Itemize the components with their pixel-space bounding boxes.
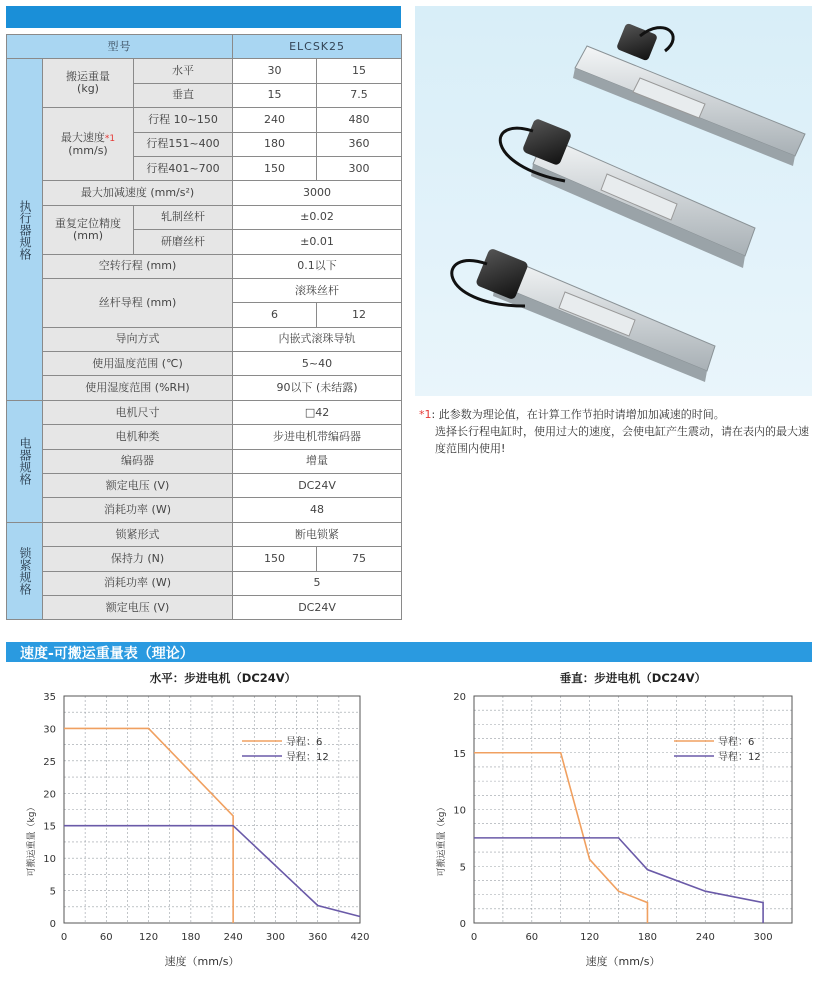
speed-2b: 360 xyxy=(317,132,402,156)
table-row xyxy=(7,449,402,473)
group-actuator: 执行器规格 xyxy=(7,59,43,400)
chart-2-title: 垂直：步进电机（DC24V） xyxy=(559,671,707,685)
x-tick-label: 120 xyxy=(580,932,600,943)
lock-type-label: 锁紧形式 xyxy=(43,522,233,546)
y-tick-label: 35 xyxy=(43,692,56,703)
table-row xyxy=(7,595,402,619)
y-tick-label: 15 xyxy=(453,748,466,760)
actuator-illustration xyxy=(415,6,812,396)
repeat-rolled-value: ±0.02 xyxy=(233,205,402,229)
y-tick-label: 5 xyxy=(49,886,56,898)
speed-stroke-1: 行程 10~150 xyxy=(134,108,233,132)
legend-label: 导程：6 xyxy=(718,737,755,748)
humidity-label: 使用湿度范围 (%RH) xyxy=(43,376,233,400)
lead-type: 滚珠丝杆 xyxy=(233,278,402,302)
lead-b: 12 xyxy=(317,303,402,327)
actuator-3 xyxy=(452,248,715,382)
table-row xyxy=(7,205,402,229)
motor-size-value: □42 xyxy=(233,400,402,424)
footnote-line-2: 选择长行程电缸时，使用过大的速度，会使电缸产生震动，请在表内的最大速度范围内使用! xyxy=(435,425,809,455)
load-h1: 30 xyxy=(233,59,317,83)
load-h2: 15 xyxy=(317,59,402,83)
speed-stroke-3: 行程401~700 xyxy=(134,156,233,180)
table-row xyxy=(7,254,402,278)
x-tick-label: 180 xyxy=(637,932,658,943)
x-tick-label: 300 xyxy=(753,932,773,943)
speed-label: 最大速度*1 (mm/s) xyxy=(43,108,134,181)
table-row xyxy=(7,35,402,59)
guide-value: 内嵌式滚珠导轨 xyxy=(233,327,402,351)
load-label: 搬运重量 (kg) xyxy=(43,59,134,108)
motor-size-label: 电机尺寸 xyxy=(43,400,233,424)
humidity-value: 90以下 (未结露) xyxy=(233,376,402,400)
actuator-2 xyxy=(500,118,755,268)
y-tick-label: 10 xyxy=(43,854,56,866)
legend-label: 导程：12 xyxy=(286,752,329,763)
speed-1b: 480 xyxy=(317,108,402,132)
repeat-ground-value: ±0.01 xyxy=(233,230,402,254)
x-tick-label: 300 xyxy=(265,932,285,943)
y-tick-label: 0 xyxy=(459,919,466,930)
backlash-label: 空转行程 (mm) xyxy=(43,254,233,278)
model-label: 型号 xyxy=(7,35,233,59)
table-row xyxy=(7,547,402,571)
hold-a: 150 xyxy=(233,547,317,571)
group-motor: 电器规格 xyxy=(7,400,43,522)
temp-value: 5~40 xyxy=(233,352,402,376)
y-tick-label: 25 xyxy=(43,756,56,768)
table-row xyxy=(7,498,402,522)
x-tick-label: 0 xyxy=(470,932,478,943)
table-row xyxy=(7,181,402,205)
x-tick-label: 60 xyxy=(525,932,539,943)
accel-value: 3000 xyxy=(233,181,402,205)
square-icon: □ xyxy=(304,405,316,419)
footnote xyxy=(419,406,811,457)
table-row xyxy=(7,108,402,132)
temp-label: 使用温度范围 (℃) xyxy=(43,352,233,376)
table-row xyxy=(7,400,402,424)
table-row xyxy=(7,474,402,498)
header-bar xyxy=(6,6,401,28)
speed-3a: 150 xyxy=(233,156,317,180)
lock-power-value: 5 xyxy=(233,571,402,595)
y-tick-label: 5 xyxy=(459,862,466,874)
x-tick-label: 180 xyxy=(181,932,201,943)
load-v1: 15 xyxy=(233,83,317,107)
footnote-line-1: *1: 此参数为理论值，在计算工作节拍时请增加加减速的时间。 xyxy=(419,408,725,421)
lead-a: 6 xyxy=(233,303,317,327)
speed-stroke-2: 行程151~400 xyxy=(134,132,233,156)
plot-frame xyxy=(474,696,792,923)
motor-power-value: 48 xyxy=(233,498,402,522)
motor-voltage-label: 额定电压 (V) xyxy=(43,474,233,498)
y-tick-label: 0 xyxy=(49,919,56,930)
y-tick-label: 10 xyxy=(453,805,466,817)
actuator-1 xyxy=(573,23,805,166)
y-tick-label: 15 xyxy=(43,821,56,833)
table-row xyxy=(7,425,402,449)
hold-b: 75 xyxy=(317,547,402,571)
repeat-label: 重复定位精度 (mm) xyxy=(43,205,134,254)
x-tick-label: 360 xyxy=(308,932,328,943)
x-axis-label: 速度（mm/s） xyxy=(585,955,661,968)
x-axis-label: 速度（mm/s） xyxy=(164,955,240,968)
speed-2a: 180 xyxy=(233,132,317,156)
repeat-rolled: 轧制丝杆 xyxy=(134,205,233,229)
x-tick-label: 420 xyxy=(350,932,370,943)
section-title: 速度-可搬运重量表（理论） xyxy=(20,646,194,662)
chart-horizontal xyxy=(0,682,409,982)
table-row xyxy=(7,376,402,400)
table-row xyxy=(7,571,402,595)
legend-label: 导程：6 xyxy=(286,737,323,748)
legend-label: 导程：12 xyxy=(718,752,761,763)
load-v2: 7.5 xyxy=(317,83,402,107)
model-value: ELCSK25 xyxy=(233,35,402,59)
section-bar xyxy=(6,642,812,662)
lock-power-label: 消耗功率 (W) xyxy=(43,571,233,595)
load-vertical: 垂直 xyxy=(134,83,233,107)
encoder-label: 编码器 xyxy=(43,449,233,473)
x-tick-label: 240 xyxy=(223,932,243,943)
series-line xyxy=(64,826,360,917)
accel-label: 最大加减速度 (mm/s²) xyxy=(43,181,233,205)
motor-power-label: 消耗功率 (W) xyxy=(43,498,233,522)
chart-vertical xyxy=(409,682,818,982)
motor-type-label: 电机种类 xyxy=(43,425,233,449)
table-row xyxy=(7,59,402,83)
load-horizontal: 水平 xyxy=(134,59,233,83)
lock-voltage-value: DC24V xyxy=(233,595,402,619)
spec-table xyxy=(6,34,402,620)
motor-type-value: 步进电机带编码器 xyxy=(233,425,402,449)
group-lock: 锁紧规格 xyxy=(7,522,43,620)
table-row xyxy=(7,278,402,302)
hold-label: 保持力 (N) xyxy=(43,547,233,571)
product-photo xyxy=(415,6,812,396)
x-tick-label: 60 xyxy=(99,932,113,943)
x-tick-label: 240 xyxy=(695,932,715,943)
x-tick-label: 0 xyxy=(60,932,68,943)
chart-1-title: 水平：步进电机（DC24V） xyxy=(149,671,297,685)
speed-1a: 240 xyxy=(233,108,317,132)
table-row xyxy=(7,352,402,376)
y-tick-label: 20 xyxy=(43,789,56,801)
table-row xyxy=(7,327,402,351)
y-axis-label: 可搬运重量（kg） xyxy=(27,802,37,877)
y-axis-label: 可搬运重量（kg） xyxy=(437,802,447,877)
speed-3b: 300 xyxy=(317,156,402,180)
lead-label: 丝杆导程 (mm) xyxy=(43,278,233,327)
table-row xyxy=(7,522,402,546)
encoder-value: 增量 xyxy=(233,449,402,473)
lock-type-value: 断电锁紧 xyxy=(233,522,402,546)
motor-voltage-value: DC24V xyxy=(233,474,402,498)
x-tick-label: 120 xyxy=(139,932,159,943)
y-tick-label: 20 xyxy=(453,692,466,703)
guide-label: 导向方式 xyxy=(43,327,233,351)
repeat-ground: 研磨丝杆 xyxy=(134,230,233,254)
backlash-value: 0.1以下 xyxy=(233,254,402,278)
lock-voltage-label: 额定电压 (V) xyxy=(43,595,233,619)
y-tick-label: 30 xyxy=(43,724,56,736)
